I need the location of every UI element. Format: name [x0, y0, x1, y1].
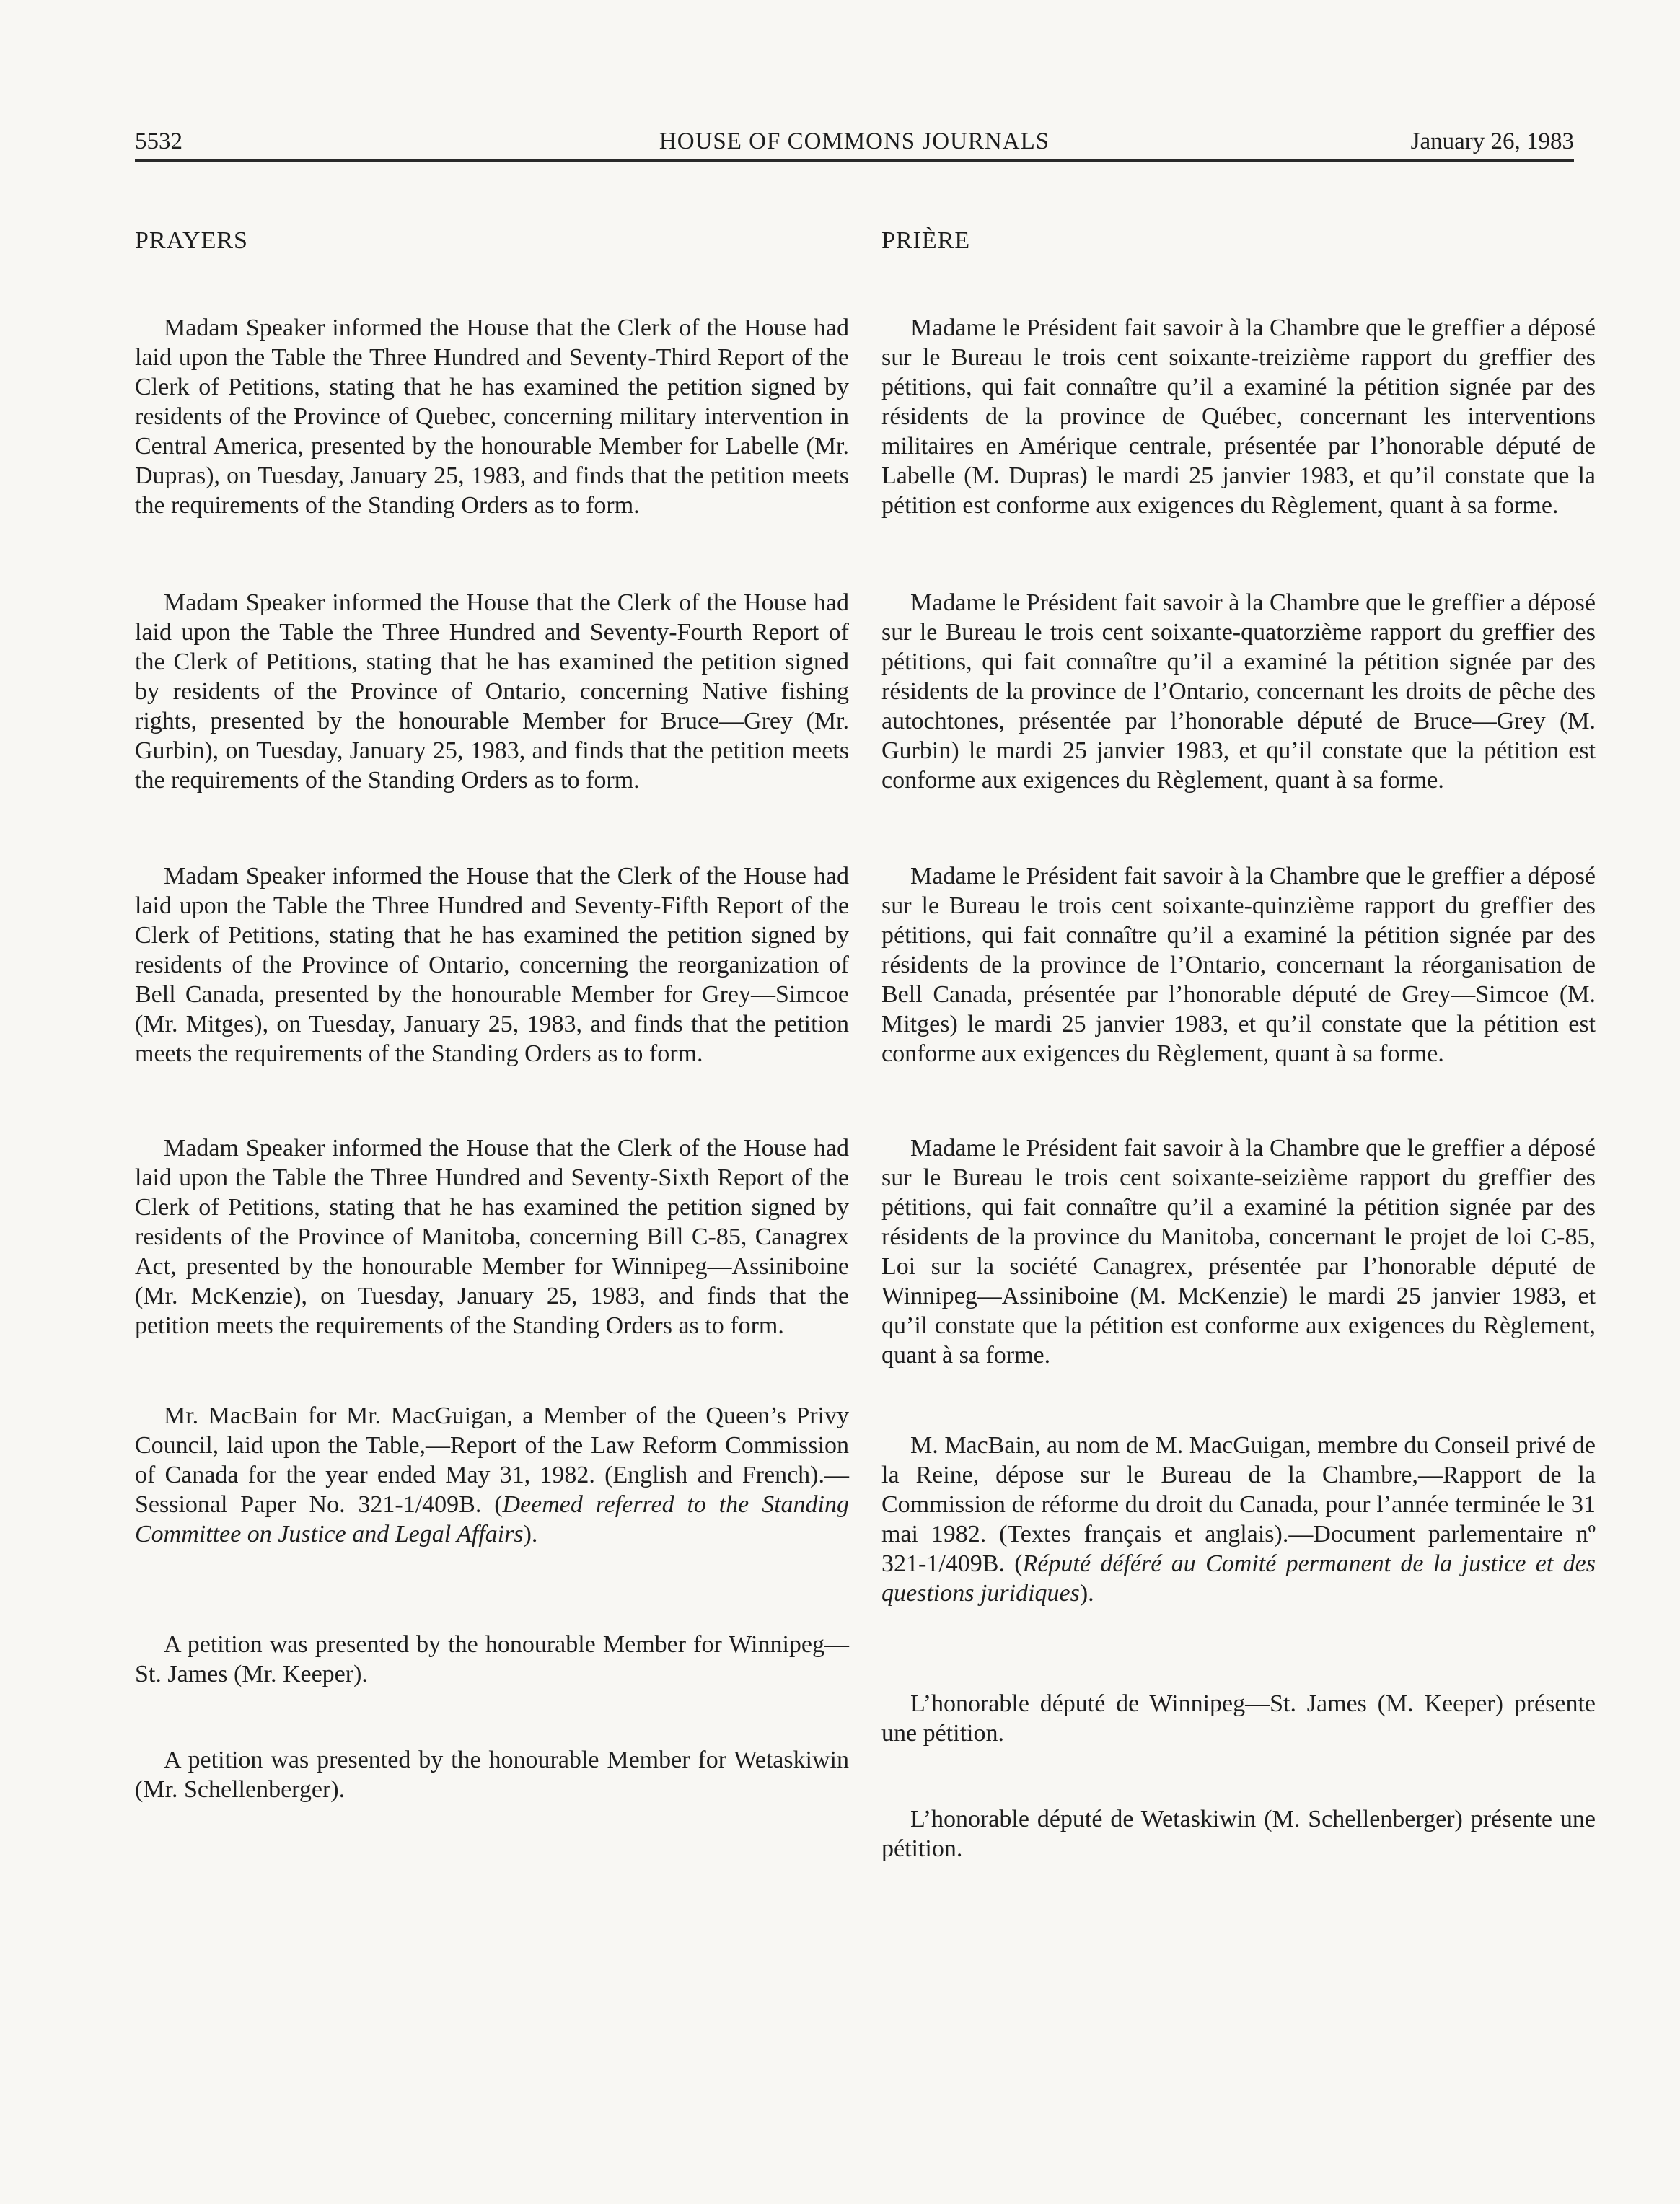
page-header — [135, 124, 1574, 159]
paragraph-fr-7: L’honorable député de Wetaskiwin (M. Schellenberger) présente une pétition. — [881, 1806, 1596, 1862]
paragraph-fr-2: Madame le Président fait savoir à la Chambre que le greffier a déposé sur le Bureau le trois cent soixante-quatorzième rapport du greffier des pétitions, qui fait connaître qu’il a examiné la pétition signée par des résidents de la province de l’Ontario, concernant les droits de pêche des autochtones, présentée par l’honorable député de Bruce—Grey (M. Gurbin) le mardi 25 janvier 1983, et qu’il constate que la pétition est conforme aux exigences du Règlement, quant à sa forme. — [881, 589, 1596, 794]
paragraph-fr-4: Madame le Président fait savoir à la Chambre que le greffier a déposé sur le Bureau le trois cent soixante-seizième rapport du greffier des pétitions, qui fait connaître qu’il a examiné la pétition signée par des résidents de la province du Manitoba, concernant le projet de loi C-85, Loi sur la société Canagrex, présentée par l’honorable député de Winnipeg—Assiniboine (M. McKenzie) le mardi 25 janvier 1983, et qu’il constate que la pétition est conforme aux exigences du Règlement, quant à sa forme. — [881, 1135, 1596, 1369]
header-rule — [135, 159, 1574, 162]
paragraph-en-5-text: Mr. MacBain for Mr. MacGuigan, a Member of the Queen’s Privy Council, laid upon the Table,—Report of the Law Reform Commission of Canada for the year ended May 31, 1982. (English and French).—Sessional Paper No. 321-1/409B. ( — [135, 1402, 849, 1518]
paragraph-en-6: A petition was presented by the honourable Member for Winnipeg—St. James (Mr. Keeper). — [135, 1631, 849, 1687]
paragraph-en-5 — [135, 1401, 849, 1549]
paragraph-en-7: A petition was presented by the honourable Member for Wetaskiwin (Mr. Schellenberger). — [135, 1747, 849, 1803]
page-number: 5532 — [135, 128, 182, 154]
english-column — [135, 226, 849, 1804]
paragraph-en-4: Madam Speaker informed the House that the Clerk of the House had laid upon the Table the Three Hundred and Seventy-Sixth Report of the Clerk of Petitions, stating that he has examined the petition signed by residents of the Province of Manitoba, concerning Bill C-85, Canagrex Act, presented by the honourable Member for Winnipeg—Assiniboine (Mr. McKenzie), on Tuesday, January 25, 1983, and finds that the petition meets the requirements of the Standing Orders as to form. — [135, 1135, 849, 1339]
paragraph-en-3: Madam Speaker informed the House that the Clerk of the House had laid upon the Table the Three Hundred and Seventy-Fifth Report of the Clerk of Petitions, stating that he has examined the petition signed by residents of the Province of Ontario, concerning the reorganization of Bell Canada, presented by the honourable Member for Grey—Simcoe (Mr. Mitges), on Tuesday, January 25, 1983, and finds that the petition meets the requirements of the Standing Orders as to form. — [135, 863, 849, 1067]
paragraph-en-1: Madam Speaker informed the House that the Clerk of the House had laid upon the Table the Three Hundred and Seventy-Third Report of the Clerk of Petitions, stating that he has examined the petition signed by residents of the Province of Quebec, concerning military intervention in Central America, presented by the honourable Member for Labelle (Mr. Dupras), on Tuesday, January 25, 1983, and finds that the petition meets the requirements of the Standing Orders as to form. — [135, 315, 849, 519]
journal-title: HOUSE OF COMMONS JOURNALS — [659, 128, 1050, 154]
paragraph-en-5-italic: Deemed referred to the Standing Committee on Justice and Legal Affairs — [135, 1491, 849, 1547]
paragraph-fr-6: L’honorable député de Winnipeg—St. James (M. Keeper) présente une pétition. — [881, 1690, 1596, 1747]
journal-date: January 26, 1983 — [1410, 128, 1574, 154]
paragraph-fr-5-text: M. MacBain, au nom de M. MacGuigan, membre du Conseil privé de la Reine, dépose sur le Bureau de la Chambre,—Rapport de la Commission de réforme du droit du Canada, pour l’année terminée le 31 mai 1982. (Textes français et anglais).—Document parlementaire nº 321-1/409B. ( — [881, 1432, 1596, 1577]
paragraph-fr-5-end: ). — [1079, 1580, 1094, 1607]
section-heading-en: PRAYERS — [135, 227, 248, 254]
paragraph-fr-3: Madame le Président fait savoir à la Chambre que le greffier a déposé sur le Bureau le trois cent soixante-quinzième rapport du greffier des pétitions, qui fait connaître qu’il a examiné la pétition signée par des résidents de la province de l’Ontario, concernant la réorganisation de Bell Canada, présentée par l’honorable député de Grey—Simcoe (M. Mitges) le mardi 25 janvier 1983, et qu’il constate que la pétition est conforme aux exigences du Règlement, quant à sa forme. — [881, 863, 1596, 1067]
paragraph-en-5-end: ). — [523, 1521, 538, 1547]
paragraph-fr-5-italic: Réputé déféré au Comité permanent de la justice et des questions juridiques — [881, 1550, 1596, 1607]
french-column — [881, 226, 1596, 1863]
paragraph-fr-5 — [881, 1431, 1596, 1608]
section-heading-fr: PRIÈRE — [881, 227, 971, 254]
paragraph-fr-1: Madame le Président fait savoir à la Chambre que le greffier a déposé sur le Bureau le trois cent soixante-treizième rapport du greffier des pétitions, qui fait connaître qu’il a examiné la pétition signée par des résidents de la province de Québec, concernant les interventions militaires en Amérique centrale, présentée par l’honorable député de Labelle (M. Dupras) le mardi 25 janvier 1983, et qu’il constate que la pétition est conforme aux exigences du Règlement, quant à sa forme. — [881, 315, 1596, 519]
paragraph-en-2: Madam Speaker informed the House that the Clerk of the House had laid upon the Table the Three Hundred and Seventy-Fourth Report of the Clerk of Petitions, stating that he has examined the petition signed by residents of the Province of Ontario, concerning Native fishing rights, presented by the honourable Member for Bruce—Grey (Mr. Gurbin), on Tuesday, January 25, 1983, and finds that the petition meets the requirements of the Standing Orders as to form. — [135, 589, 849, 794]
